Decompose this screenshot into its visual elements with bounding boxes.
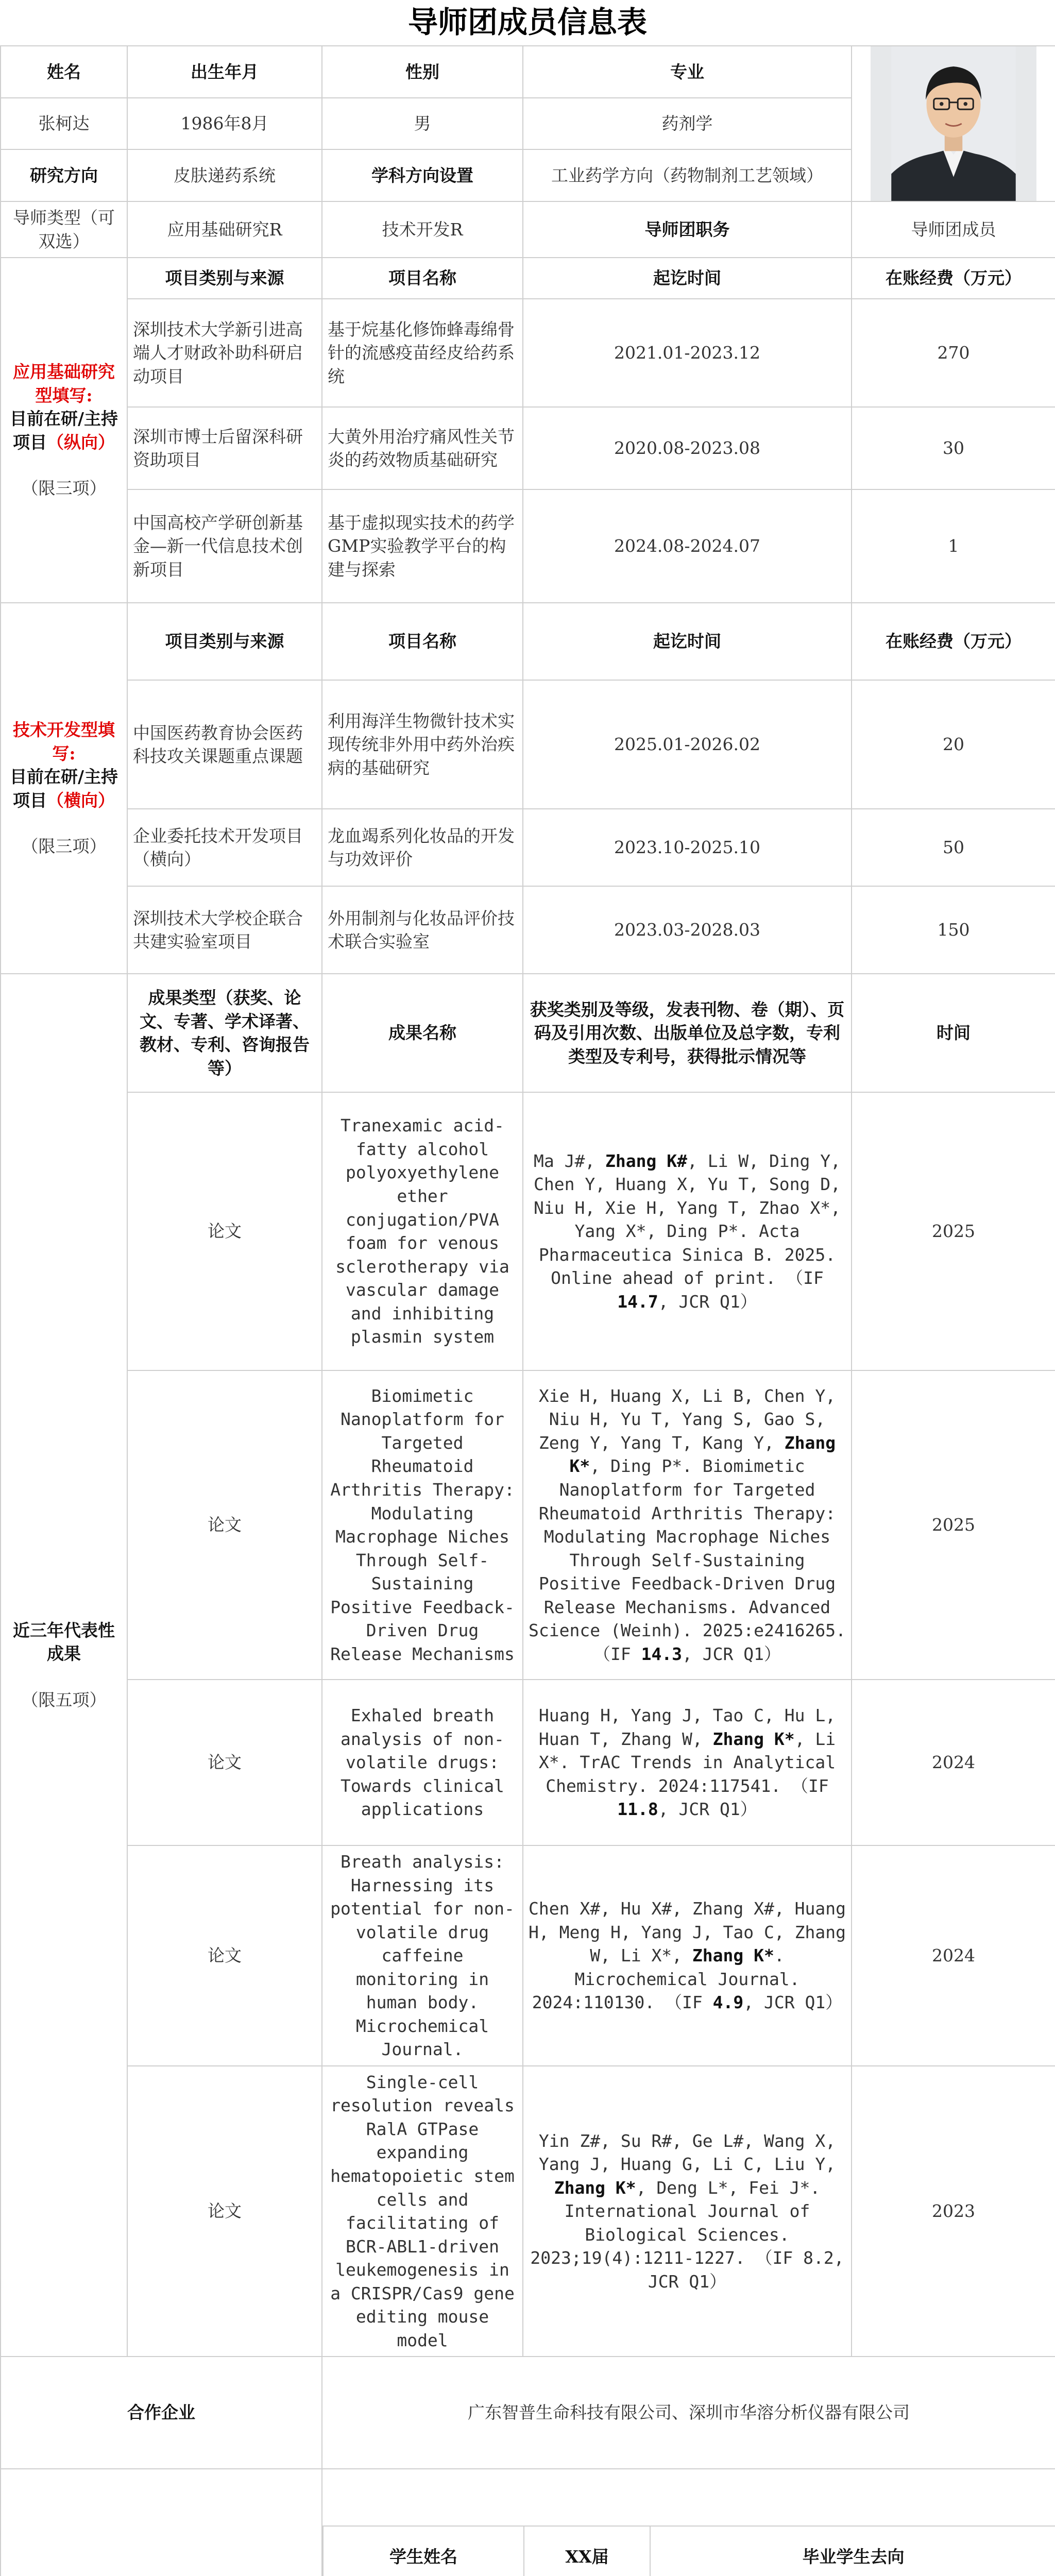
ach-detail-if: 11.8 — [617, 1799, 658, 1820]
ach-detail-if: 14.7 — [617, 1291, 658, 1312]
ach-year: 2023 — [852, 2066, 1055, 2357]
tech-period: 2023.10-2025.10 — [523, 809, 852, 886]
research-label: 研究方向 — [1, 149, 127, 201]
graduates-label — [1, 2469, 322, 2576]
tech-side-label — [1, 603, 127, 974]
tech-source: 深圳技术大学校企联合共建实验室项目 — [127, 886, 322, 974]
ach-detail-text: , Li W, Ding Y, Chen Y, Huang X, Yu T, Song D, Niu H, Xie H, Yang T, Zhao X*, Yang X*, Ding P*. Acta Pharmaceutica Sinica B. 2025. Online ahead of print. （IF — [533, 1150, 841, 1289]
ach-header-year: 时间 — [852, 974, 1055, 1092]
mentor-type-1: 应用基础研究R — [127, 201, 322, 258]
birth-value: 1986年8月 — [127, 98, 322, 150]
gender-value: 男 — [322, 98, 523, 150]
ach-detail-author: Zhang K* — [569, 1432, 836, 1477]
mentor-type-2: 技术开发R — [322, 201, 523, 258]
applied-source: 深圳市博士后留深科研资助项目 — [127, 407, 322, 489]
ach-name: Exhaled breath analysis of non-volatile drugs: Towards clinical applications — [322, 1680, 523, 1845]
applied-funds: 30 — [852, 407, 1055, 489]
graduates-table-cell — [322, 2469, 1055, 2576]
ach-detail-author: Zhang K# — [605, 1150, 687, 1171]
ach-detail — [523, 2066, 852, 2357]
photo-cell — [852, 46, 1055, 201]
applied-side-limit: （限三项） — [21, 478, 107, 499]
info-table — [0, 45, 1055, 2576]
applied-side-label — [1, 258, 127, 603]
ach-header-name: 成果名称 — [322, 974, 523, 1092]
ach-year: 2024 — [852, 1845, 1055, 2066]
table-row — [1, 489, 1055, 603]
table-row — [1, 809, 1055, 886]
tech-funds: 150 — [852, 886, 1055, 974]
table-row — [1, 1845, 1055, 2066]
applied-funds: 270 — [852, 299, 1055, 407]
applied-period: 2021.01-2023.12 — [523, 299, 852, 407]
ach-name: Single-cell resolution reveals RalA GTPase expanding hematopoietic stem cells and facilitating of BCR-ABL1-driven leukemogenesis in a CRISPR/Cas9 gene editing mouse model — [322, 2066, 523, 2357]
applied-header-period: 起讫时间 — [523, 258, 852, 299]
applied-side-black: 目前在研/主持项目 — [9, 409, 118, 452]
ach-detail-author: Zhang K* — [692, 1945, 774, 1966]
tech-name: 利用海洋生物微针技术实现传统非外用中药外治疾病的基础研究 — [322, 680, 523, 809]
partners-label: 合作企业 — [1, 2357, 322, 2469]
ach-detail-text: , Ding P*. Biomimetic Nanoplatform for Targeted Rheumatoid Arthritis Therapy: Modulating Macrophage Niches Through Self-Sustaining Positive Feedback-Driven Drug Release Mechanisms. Advanced Science (Weinh). 2025:e2416265. （IF — [529, 1456, 846, 1664]
team-role-value: 导师团成员 — [852, 201, 1055, 258]
ach-name: Tranexamic acid-fatty alcohol polyoxyethylene ether conjugation/PVA foam for venous sclerotherapy via vascular damage and inhibiting plasmin system — [322, 1092, 523, 1370]
tech-header-source: 项目类别与来源 — [127, 603, 322, 680]
applied-name: 基于虚拟现实技术的药学GMP实验教学平台的构建与探索 — [322, 489, 523, 603]
portrait-photo — [871, 46, 1036, 201]
applied-source: 深圳技术大学新引进高端人才财政补助科研启动项目 — [127, 299, 322, 407]
ach-detail-text: Ma J#, — [533, 1150, 606, 1171]
ach-detail-text: , JCR Q1） — [658, 1291, 757, 1312]
name-value: 张柯达 — [1, 98, 127, 150]
tech-header-period: 起讫时间 — [523, 603, 852, 680]
ach-year: 2025 — [852, 1370, 1055, 1680]
tech-name: 外用制剂与化妆品评价技术联合实验室 — [322, 886, 523, 974]
tech-header-name: 项目名称 — [322, 603, 523, 680]
grad-header-year: XX届 — [524, 2526, 650, 2576]
tech-name: 龙血竭系列化妆品的开发与功效评价 — [322, 809, 523, 886]
ach-detail-author: Zhang K* — [554, 2177, 636, 2198]
ach-type: 论文 — [127, 1370, 322, 1680]
ach-detail-if: 4.9 — [712, 1992, 744, 2013]
ach-type: 论文 — [127, 2066, 322, 2357]
ach-detail-text: , Li X*. TrAC Trends in Analytical Chemistry. 2024:117541. （IF — [538, 1728, 836, 1796]
table-row — [1, 1680, 1055, 1845]
ach-detail-text: Chen X#, Hu X#, Zhang X#, Huang H, Meng H, Yang J, Tao C, Zhang W, Li X*, — [529, 1899, 846, 1966]
table-row — [1, 407, 1055, 489]
ach-detail-text: Huang H, Yang J, Tao C, Hu L, Huan T, Zhang W, — [538, 1705, 836, 1749]
ach-detail-text: , JCR Q1） — [682, 1643, 781, 1664]
ach-detail-author: Zhang K* — [712, 1728, 795, 1749]
major-value: 药剂学 — [523, 98, 852, 150]
ach-header-detail: 获奖类别及等级，发表刊物、卷（期）、页码及引用次数、出版单位及总字数，专利类型及专利号，获得批示情况等 — [523, 974, 852, 1092]
name-label: 姓名 — [1, 46, 127, 98]
table-row — [1, 1370, 1055, 1680]
major-label: 专业 — [523, 46, 852, 98]
tech-source: 企业委托技术开发项目（横向） — [127, 809, 322, 886]
table-row — [1, 886, 1055, 974]
achievements-side-limit: （限五项） — [21, 1689, 107, 1710]
grad-header-dest: 毕业学生去向 — [650, 2526, 1055, 2576]
applied-side-paren: （纵向） — [47, 432, 115, 452]
applied-period: 2024.08-2024.07 — [523, 489, 852, 603]
gender-label: 性别 — [322, 46, 523, 98]
ach-detail-text: Xie H, Huang X, Li B, Chen Y, Niu H, Yu T, Yang S, Gao S, Zeng Y, Yang T, Kang Y, — [538, 1385, 836, 1453]
ach-detail — [523, 1680, 852, 1845]
page-title: 导师团成员信息表 — [407, 5, 647, 40]
discipline-value: 工业药学方向（药物制剂工艺领域） — [523, 149, 852, 201]
ach-type: 论文 — [127, 1092, 322, 1370]
ach-year: 2024 — [852, 1680, 1055, 1845]
birth-label: 出生年月 — [127, 46, 322, 98]
team-role-label: 导师团职务 — [523, 201, 852, 258]
tech-funds: 50 — [852, 809, 1055, 886]
achievements-side-label — [1, 974, 127, 2357]
ach-year: 2025 — [852, 1092, 1055, 1370]
table-row — [1, 2066, 1055, 2357]
ach-detail-text: . Microchemical Journal. 2024:110130. （IF — [532, 1945, 800, 2013]
partners-value: 广东智普生命科技有限公司、深圳市华溶分析仪器有限公司 — [322, 2357, 1055, 2469]
achievements-side-title: 近三年代表性成果 — [13, 1620, 115, 1664]
ach-detail — [523, 1092, 852, 1370]
research-value: 皮肤递药系统 — [127, 149, 322, 201]
ach-detail-text: , Deng L*, Fei J*. International Journal of Biological Sciences. 2023;19(4):1211-1227. （IF 8.2, JCR Q1） — [530, 2177, 844, 2292]
applied-source: 中国高校产学研创新基金—新一代信息技术创新项目 — [127, 489, 322, 603]
graduates-table — [322, 2469, 1055, 2576]
ach-type: 论文 — [127, 1845, 322, 2066]
tech-header-funds: 在账经费（万元） — [852, 603, 1055, 680]
mentor-type-label: 导师类型（可双选） — [1, 201, 127, 258]
ach-header-type: 成果类型（获奖、论文、专著、学术译著、教材、专利、咨询报告等） — [127, 974, 322, 1092]
table-row — [1, 299, 1055, 407]
applied-period: 2020.08-2023.08 — [523, 407, 852, 489]
tech-side-limit: （限三项） — [21, 836, 107, 857]
ach-detail-text: , JCR Q1） — [743, 1992, 843, 2013]
ach-detail — [523, 1845, 852, 2066]
tech-source: 中国医药教育协会医药科技攻关课题重点课题 — [127, 680, 322, 809]
ach-name: Breath analysis: Harnessing its potential for non-volatile drug caffeine monitoring in human body. Microchemical Journal. — [322, 1845, 523, 2066]
ach-detail-text: Yin Z#, Su R#, Ge L#, Wang X, Yang J, Huang G, Li C, Liu Y, — [538, 2130, 836, 2175]
table-row — [1, 680, 1055, 809]
applied-name: 基于烷基化修饰蜂毒绵骨针的流感疫苗经皮给药系统 — [322, 299, 523, 407]
ach-name: Biomimetic Nanoplatform for Targeted Rheumatoid Arthritis Therapy: Modulating Macrophage Niches Through Self-Sustaining Positive Feedback-Driven Drug Release Mechanisms — [322, 1370, 523, 1680]
tech-period: 2025.01-2026.02 — [523, 680, 852, 809]
tech-side-red: 技术开发型填写: — [13, 720, 115, 764]
applied-name: 大黄外用治疗痛风性关节炎的药效物质基础研究 — [322, 407, 523, 489]
ach-detail-text: , JCR Q1） — [658, 1799, 757, 1820]
applied-header-name: 项目名称 — [322, 258, 523, 299]
tech-side-black: 目前在研/主持项目 — [9, 767, 118, 810]
ach-detail-if: 14.3 — [641, 1643, 683, 1664]
applied-funds: 1 — [852, 489, 1055, 603]
grad-header-name: 学生姓名 — [323, 2526, 524, 2576]
discipline-label: 学科方向设置 — [322, 149, 523, 201]
tech-funds: 20 — [852, 680, 1055, 809]
tech-side-paren: （横向） — [47, 790, 115, 810]
tech-period: 2023.03-2028.03 — [523, 886, 852, 974]
table-row — [1, 1092, 1055, 1370]
applied-side-red: 应用基础研究型填写: — [13, 362, 115, 405]
applied-header-source: 项目类别与来源 — [127, 258, 322, 299]
applied-header-funds: 在账经费（万元） — [852, 258, 1055, 299]
ach-detail — [523, 1370, 852, 1680]
ach-type: 论文 — [127, 1680, 322, 1845]
